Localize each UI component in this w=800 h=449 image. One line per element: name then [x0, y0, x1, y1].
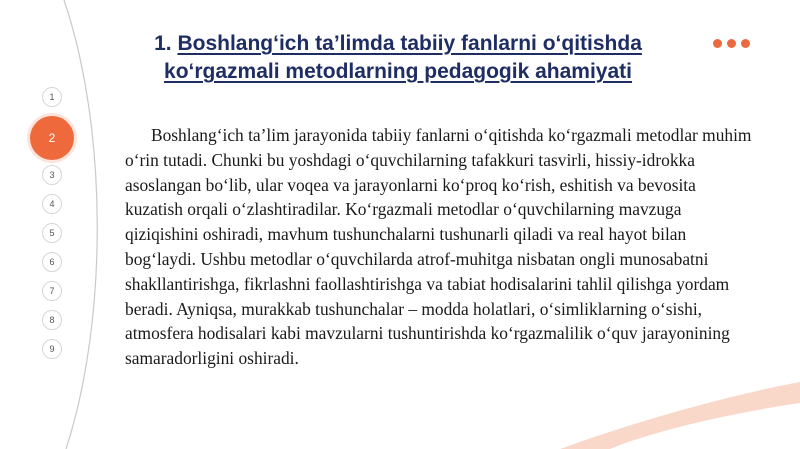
nav-item-6[interactable]: 6	[42, 252, 62, 272]
nav-item-1[interactable]: 1	[42, 87, 62, 107]
dot	[727, 39, 736, 48]
nav-item-2-active[interactable]: 2	[30, 116, 74, 160]
body-paragraph: Boshlang‘ich ta’lim jarayonida tabiiy fanlarni o‘qitishda ko‘rgazmali metodlar muhim o‘rin tutadi. Chunki bu yoshdagi o‘quvchilarning tafakkuri tasvirli, hissiy-idrokka asoslangan bo‘lib, ular voqea va jarayonlarni ko‘proq ko‘rish, eshitish va bevosita kuzatish orqali o‘zlashtiradilar. Ko‘rgazmali metodlar o‘quvchilarning mavzuga qiziqishini oshiradi, mavhum tushunchalarni tushunarli qiladi va real hayot bilan bog‘laydi. Ushbu metodlar o‘quvchilarda atrof-muhitga nisbatan ongli munosabatni shakllantirishga, fikrlashni faollashtirishga va tabiat hodisalarini tahlil qilishga yordam beradi. Ayniqsa, murakkab tushunchalar – modda holatlari, o‘simliklarning o‘sishi, atmosfera hodisalari kabi mavzularni tushuntirishda ko‘rgazmalilik o‘quv jarayonining samaradorligini oshiradi.	[125, 125, 752, 369]
slide-title	[118, 30, 678, 86]
title-line-2: ko‘rgazmali metodlarning pedagogik ahamiyati	[164, 60, 632, 83]
nav-item-4[interactable]: 4	[42, 194, 62, 214]
slide-navigation	[0, 0, 110, 449]
title-number: 1.	[154, 32, 172, 55]
orange-swoosh	[560, 382, 800, 449]
menu-dots-icon[interactable]	[713, 39, 750, 48]
dot	[713, 39, 722, 48]
nav-item-8[interactable]: 8	[42, 310, 62, 330]
dot	[741, 39, 750, 48]
nav-item-3[interactable]: 3	[42, 165, 62, 185]
title-line-1: Boshlang‘ich ta’limda tabiiy fanlarni o‘qitishda	[177, 32, 642, 55]
nav-item-9[interactable]: 9	[42, 339, 62, 359]
nav-item-7[interactable]: 7	[42, 281, 62, 301]
nav-item-5[interactable]: 5	[42, 223, 62, 243]
